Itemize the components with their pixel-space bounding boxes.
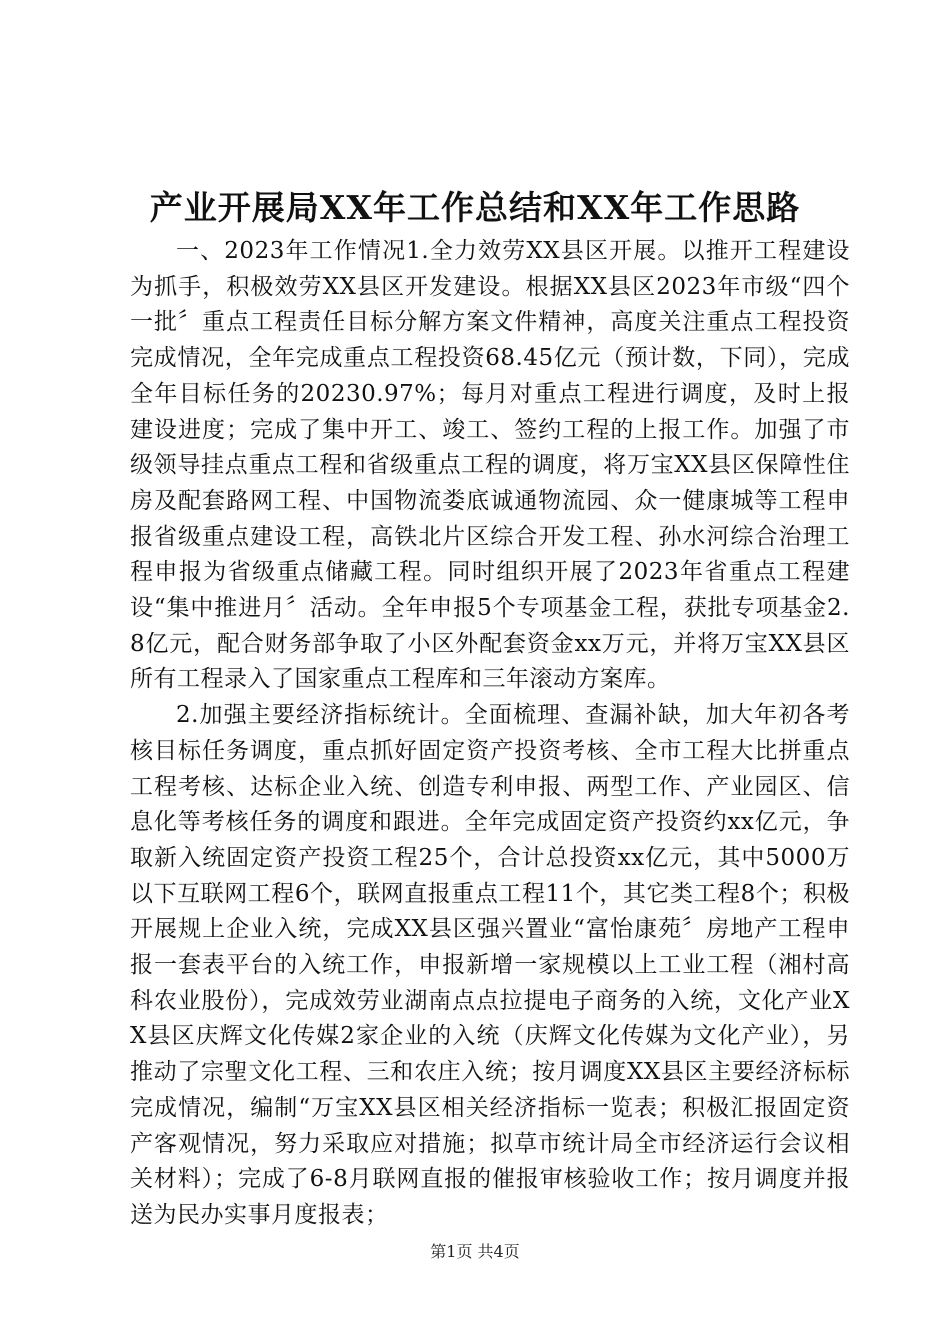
document-title: 产业开展局XX年工作总结和XX年工作思路 xyxy=(149,188,801,227)
page-number: 第1页 共4页 xyxy=(430,1242,520,1261)
document-body xyxy=(130,234,850,1234)
paragraph-1: 一、2023年工作情况1.全力效劳XX县区开展。以推开工程建设为抓手，积极效劳XX县区开发建设。根据XX县区2023年市级“四个一批〞重点工程责任目标分解方案文件精神，高度关注重点工程投资完成情况，全年完成重点工程投资68.45亿元（预计数，下同），完成全年目标任务的20230.97%；每月对重点工程进行调度，及时上报建设进度；完成了集中开工、竣工、签约工程的上报工作。加强了市级领导挂点重点工程和省级重点工程的调度，将万宝XX县区保障性住房及配套路网工程、中国物流娄底诚通物流园、众一健康城等工程申报省级重点建设工程，高铁北片区综合开发工程、孙水河综合治理工程申报为省级重点储藏工程。同时组织开展了2023年省重点工程建设“集中推进月〞活动。全年申报5个专项基金工程，获批专项基金2.8亿元，配合财务部争取了小区外配套资金xx万元，并将万宝XX县区所有工程录入了国家重点工程库和三年滚动方案库。 xyxy=(130,238,850,693)
paragraph-2: 2.加强主要经济指标统计。全面梳理、查漏补缺，加大年初各考核目标任务调度，重点抓好固定资产投资考核、全市工程大比拼重点工程考核、达标企业入统、创造专利申报、两型工作、产业园区、信息化等考核任务的调度和跟进。全年完成固定资产投资约xx亿元，争取新入统固定资产投资工程25个，合计总投资xx亿元，其中5000万以下互联网工程6个，联网直报重点工程11个，其它类工程8个；积极开展规上企业入统，完成XX县区强兴置业“富怡康苑〞房地产工程申报一套表平台的入统工作，申报新增一家规模以上工业工程（湘村高科农业股份），完成效劳业湖南点点拉提电子商务的入统，文化产业XX县区庆辉文化传媒2家企业的入统（庆辉文化传媒为文化产业），另推动了宗聖文化工程、三和农庄入统；按月调度XX县区主要经济标标完成情况，编制“万宝XX县区相关经济指标一览表；积极汇报固定资产客观情况，努力采取应对措施；拟草市统计局全市经济运行会议相关材料）；完成了6-8月联网直报的催报审核验收工作；按月调度并报送为民办实事月度报表； xyxy=(130,702,850,1228)
